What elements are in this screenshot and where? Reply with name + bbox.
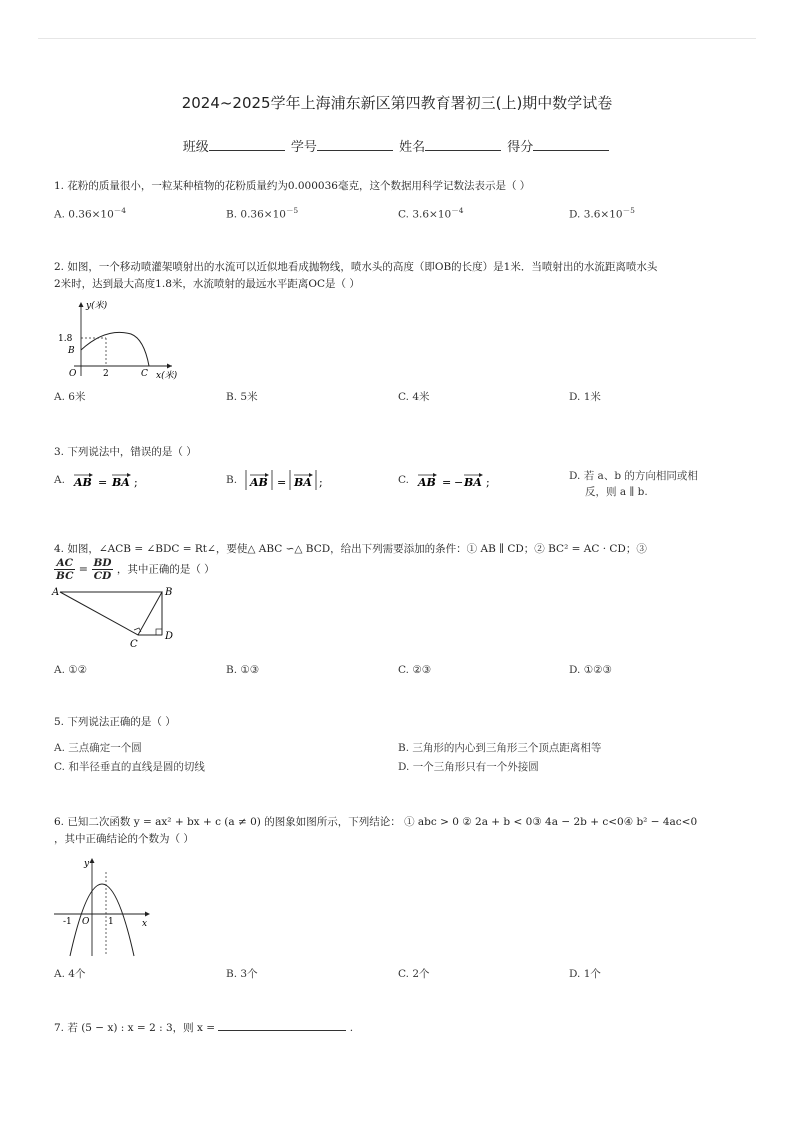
origin-label: O xyxy=(69,369,77,379)
question-4-triangle-figure xyxy=(50,584,182,650)
tick-2-label: 2 xyxy=(103,369,109,379)
svg-text:=: = xyxy=(98,476,108,489)
label-1-8: 1.8 xyxy=(58,334,73,344)
option-exponent: －4 xyxy=(451,206,464,215)
svg-text:−: − xyxy=(454,476,464,489)
question-4-option-b[interactable]: B. ①③ xyxy=(226,664,260,676)
class-blank[interactable] xyxy=(209,138,285,151)
y-axis-label: y(米) xyxy=(86,301,108,311)
question-6-option-a[interactable]: A. 4个 xyxy=(54,968,86,980)
name-blank[interactable] xyxy=(425,138,501,151)
question-4-stem-line2: $\frac{AC}{BC}$ = $\frac{BD}{CD}$ ，其中正确的是（ ） xyxy=(56,557,215,582)
option-text: A. 0.36×10 xyxy=(54,208,114,221)
question-4-option-d[interactable]: D. ①②③ xyxy=(569,664,612,676)
id-blank[interactable] xyxy=(317,138,393,151)
fraction-ac-bc xyxy=(54,557,75,582)
option-prefix: C. xyxy=(398,474,409,486)
svg-text:=: = xyxy=(442,476,452,489)
option-exponent: －5 xyxy=(285,206,299,215)
question-5-option-b[interactable]: B. 三角形的内心到三角形三个顶点距离相等 xyxy=(398,742,602,754)
svg-text:;: ; xyxy=(134,476,138,489)
svg-text:AB: AB xyxy=(250,476,269,489)
question-7-answer-blank[interactable] xyxy=(218,1020,346,1031)
option-d-line2: 反，则 a ∥ b. xyxy=(585,486,648,498)
student-info-line xyxy=(0,136,794,155)
question-5-option-a[interactable]: A. 三点确定一个圆 xyxy=(54,742,142,754)
point-b-label: B xyxy=(68,346,75,356)
svg-text:BA: BA xyxy=(464,476,483,489)
origin-label: O xyxy=(82,917,90,927)
vector-negation-equation xyxy=(412,470,502,490)
question-2-option-b[interactable]: B. 5米 xyxy=(226,391,258,403)
question-2-parabola-figure xyxy=(54,296,194,380)
question-1-option-a[interactable] xyxy=(54,203,126,223)
question-3-option-c[interactable] xyxy=(398,470,502,490)
tick-1-label: 1 xyxy=(108,917,114,927)
question-6-option-d[interactable]: D. 1个 xyxy=(569,968,601,980)
score-label: 得分 xyxy=(507,140,534,155)
question-2-stem-line2: 2米时，达到最大高度1.8米，水流喷射的最远水平距离OC是（ ） xyxy=(54,278,360,290)
question-1-stem: 1. 花粉的质量很小，一粒某种植物的花粉质量约为0.000036毫克，这个数据用科学记数法表示是（ ） xyxy=(54,180,531,192)
fraction-numerator: AC xyxy=(54,557,75,570)
option-prefix: B. xyxy=(226,474,238,486)
question-6-parabola-figure xyxy=(50,852,156,960)
vector-magnitude-equation xyxy=(240,468,330,492)
score-blank[interactable] xyxy=(533,138,609,151)
question-4-option-a[interactable]: A. ①② xyxy=(54,664,88,676)
fraction-denominator: CD xyxy=(93,570,112,582)
svg-text:;: ; xyxy=(486,476,491,489)
question-2-stem-line1: 2. 如图，一个移动喷灌架喷射出的水流可以近似地看成抛物线，喷水头的高度（即OB的长度）是1米．当喷射出的水流距离喷水头 xyxy=(54,261,658,273)
option-text: C. 3.6×10 xyxy=(398,208,452,221)
question-6-option-c[interactable]: C. 2个 xyxy=(398,968,430,980)
question-5-option-d[interactable]: D. 一个三角形只有一个外接圆 xyxy=(398,761,539,773)
question-7-stem: 7. 若 (5 − x) : x = 2 : 3，则 x = xyxy=(54,1022,219,1034)
option-exponent: －4 xyxy=(113,206,127,215)
question-7-stem-end: . xyxy=(346,1022,354,1034)
vertex-a-label: A xyxy=(52,587,60,598)
question-6-stem-line2: ，其中正确结论的个数为（ ） xyxy=(54,833,194,845)
vertex-b-label: B xyxy=(165,587,173,598)
question-3-option-b[interactable] xyxy=(226,468,330,492)
header-divider xyxy=(38,38,756,39)
question-7 xyxy=(54,1020,353,1036)
option-text: D. 3.6×10 xyxy=(569,208,623,221)
svg-text:=: = xyxy=(277,476,287,489)
svg-text:AB: AB xyxy=(74,476,93,489)
x-axis-label: x xyxy=(142,919,148,929)
option-d-line1: D. 若 a、b 的方向相同或相 xyxy=(569,470,698,482)
option-exponent: －5 xyxy=(622,206,635,215)
fraction-denominator: BC xyxy=(56,570,74,582)
class-label: 班级 xyxy=(182,140,209,155)
question-6-stem-line1: 6. 已知二次函数 y = ax² + bx + c (a ≠ 0) 的图象如图所示，下列结论： ① abc > 0 ② 2a + b < 0③ 4a − 2b + c<0④ b² − 4ac<0 xyxy=(54,816,698,828)
svg-text:AB: AB xyxy=(418,476,437,489)
question-4-option-c[interactable]: C. ②③ xyxy=(398,664,432,676)
y-axis-label: y xyxy=(84,859,90,869)
id-label: 学号 xyxy=(290,140,317,155)
exam-title: 2024~2025学年上海浦东新区第四教育署初三(上)期中数学试卷 xyxy=(181,94,613,112)
question-1-option-c[interactable] xyxy=(398,203,463,223)
option-text: B. 0.36×10 xyxy=(226,208,286,221)
x-axis-label: x(米) xyxy=(156,371,178,380)
fraction-bd-cd xyxy=(92,557,114,582)
question-5-option-c[interactable]: C. 和半径垂直的直线是圆的切线 xyxy=(54,761,205,773)
question-1-option-d[interactable] xyxy=(569,203,635,223)
option-prefix: A. xyxy=(54,474,65,486)
question-3-option-a[interactable] xyxy=(54,470,148,490)
fraction-numerator: BD xyxy=(93,557,112,569)
vertex-c-label: C xyxy=(130,639,138,650)
question-3-option-d[interactable] xyxy=(569,468,698,500)
question-4-stem-tail: ，其中正确的是（ ） xyxy=(116,563,215,576)
vector-equation-ab-ba xyxy=(68,470,148,490)
question-1-option-b[interactable] xyxy=(226,203,298,223)
question-2-option-d[interactable]: D. 1米 xyxy=(569,391,601,403)
vertex-d-label: D xyxy=(165,631,174,642)
question-3-stem: 3. 下列说法中，错误的是（ ） xyxy=(54,446,197,458)
svg-text:BA: BA xyxy=(112,476,131,489)
question-6-option-b[interactable]: B. 3个 xyxy=(226,968,258,980)
question-2-option-c[interactable]: C. 4米 xyxy=(398,391,430,403)
question-5-stem: 5. 下列说法正确的是（ ） xyxy=(54,716,176,728)
svg-text:;: ; xyxy=(319,476,324,489)
point-c-label: C xyxy=(141,369,148,379)
question-2-option-a[interactable]: A. 6米 xyxy=(54,391,86,403)
name-label: 姓名 xyxy=(399,140,426,155)
tick-minus-1-label: -1 xyxy=(63,917,72,927)
svg-text:BA: BA xyxy=(294,476,313,489)
question-4-stem-line1: 4. 如图，∠ACB = ∠BDC = Rt∠，要使△ ABC ∽△ BCD，给出下列需要添加的条件：① AB ∥ CD；② BC² = AC · CD；③ xyxy=(54,543,647,555)
